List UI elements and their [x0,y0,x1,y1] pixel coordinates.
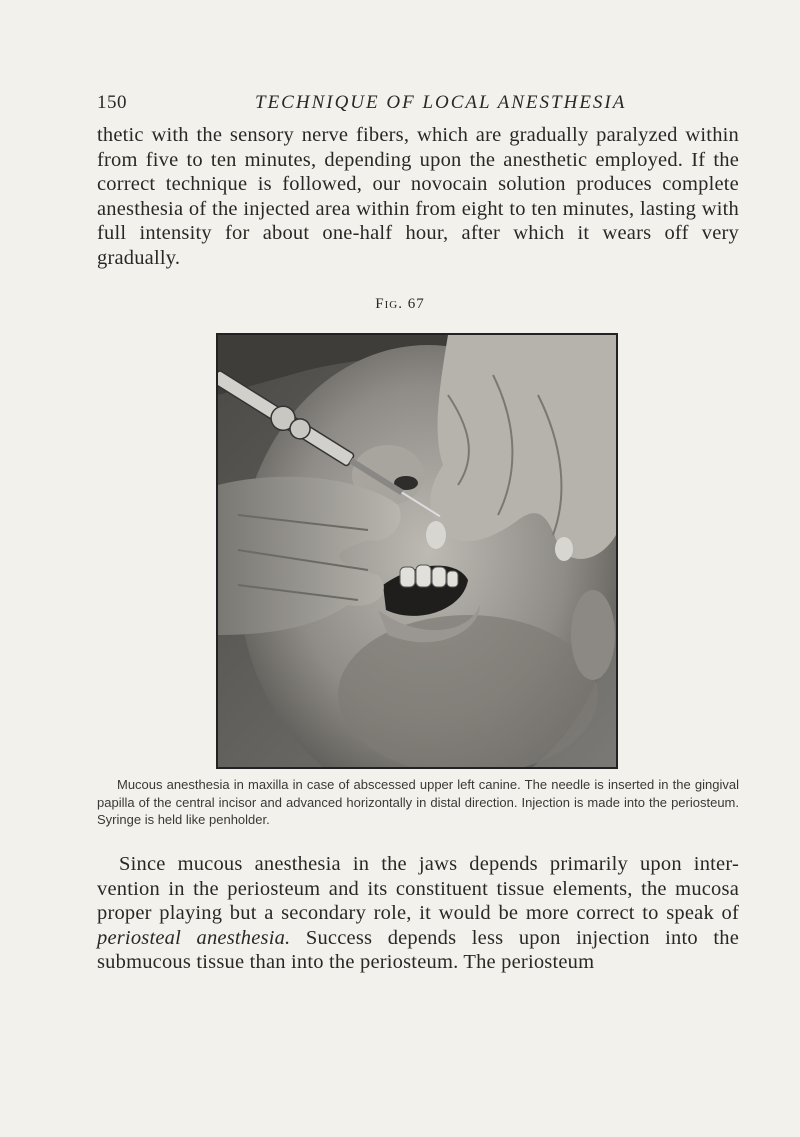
paragraph-2-part-2: Success depends less upon injection into the submucous tissue than into the periosteum. The periosteum [97,926,740,974]
body-paragraph-1: thetic with the sensory nerve fibers, which are gradually paralyzed within from five to ten minutes, depending upon the anesthetic employed. If the correct technique is followed, our novocain solution produces complete anesthesia of the injected area within from eight to ten minutes, lasting with full intensity for about one-half hour, after which it wears off very gradually. [97,124,739,269]
dental-injection-photo [218,335,616,767]
figure-caption [97,776,739,829]
running-head [97,92,737,118]
figure-caption-text: Mucous anesthesia in maxilla in case of abscessed upper left canine. The needle is inserted in the gingival papilla of the central incisor and advanced horizontally in distal direction. Injection is made into the periosteum. Syringe is held like penholder. [97,777,739,828]
figure-label: Fig. 67 [375,296,425,312]
running-title: TECHNIQUE OF LOCAL ANESTHESIA [255,92,627,113]
italic-term: periosteal anesthesia. [97,926,291,949]
paragraph-2-part-1: Since mucous anesthesia in the jaws depends primarily upon inter-vention in the periosteum and its constituent tissue elements, the mucosa proper playing but a secondary role, it would be more correct to speak of [97,853,739,925]
body-paragraph-2 [97,852,739,975]
page-number: 150 [97,92,127,113]
figure-photograph [216,333,618,769]
